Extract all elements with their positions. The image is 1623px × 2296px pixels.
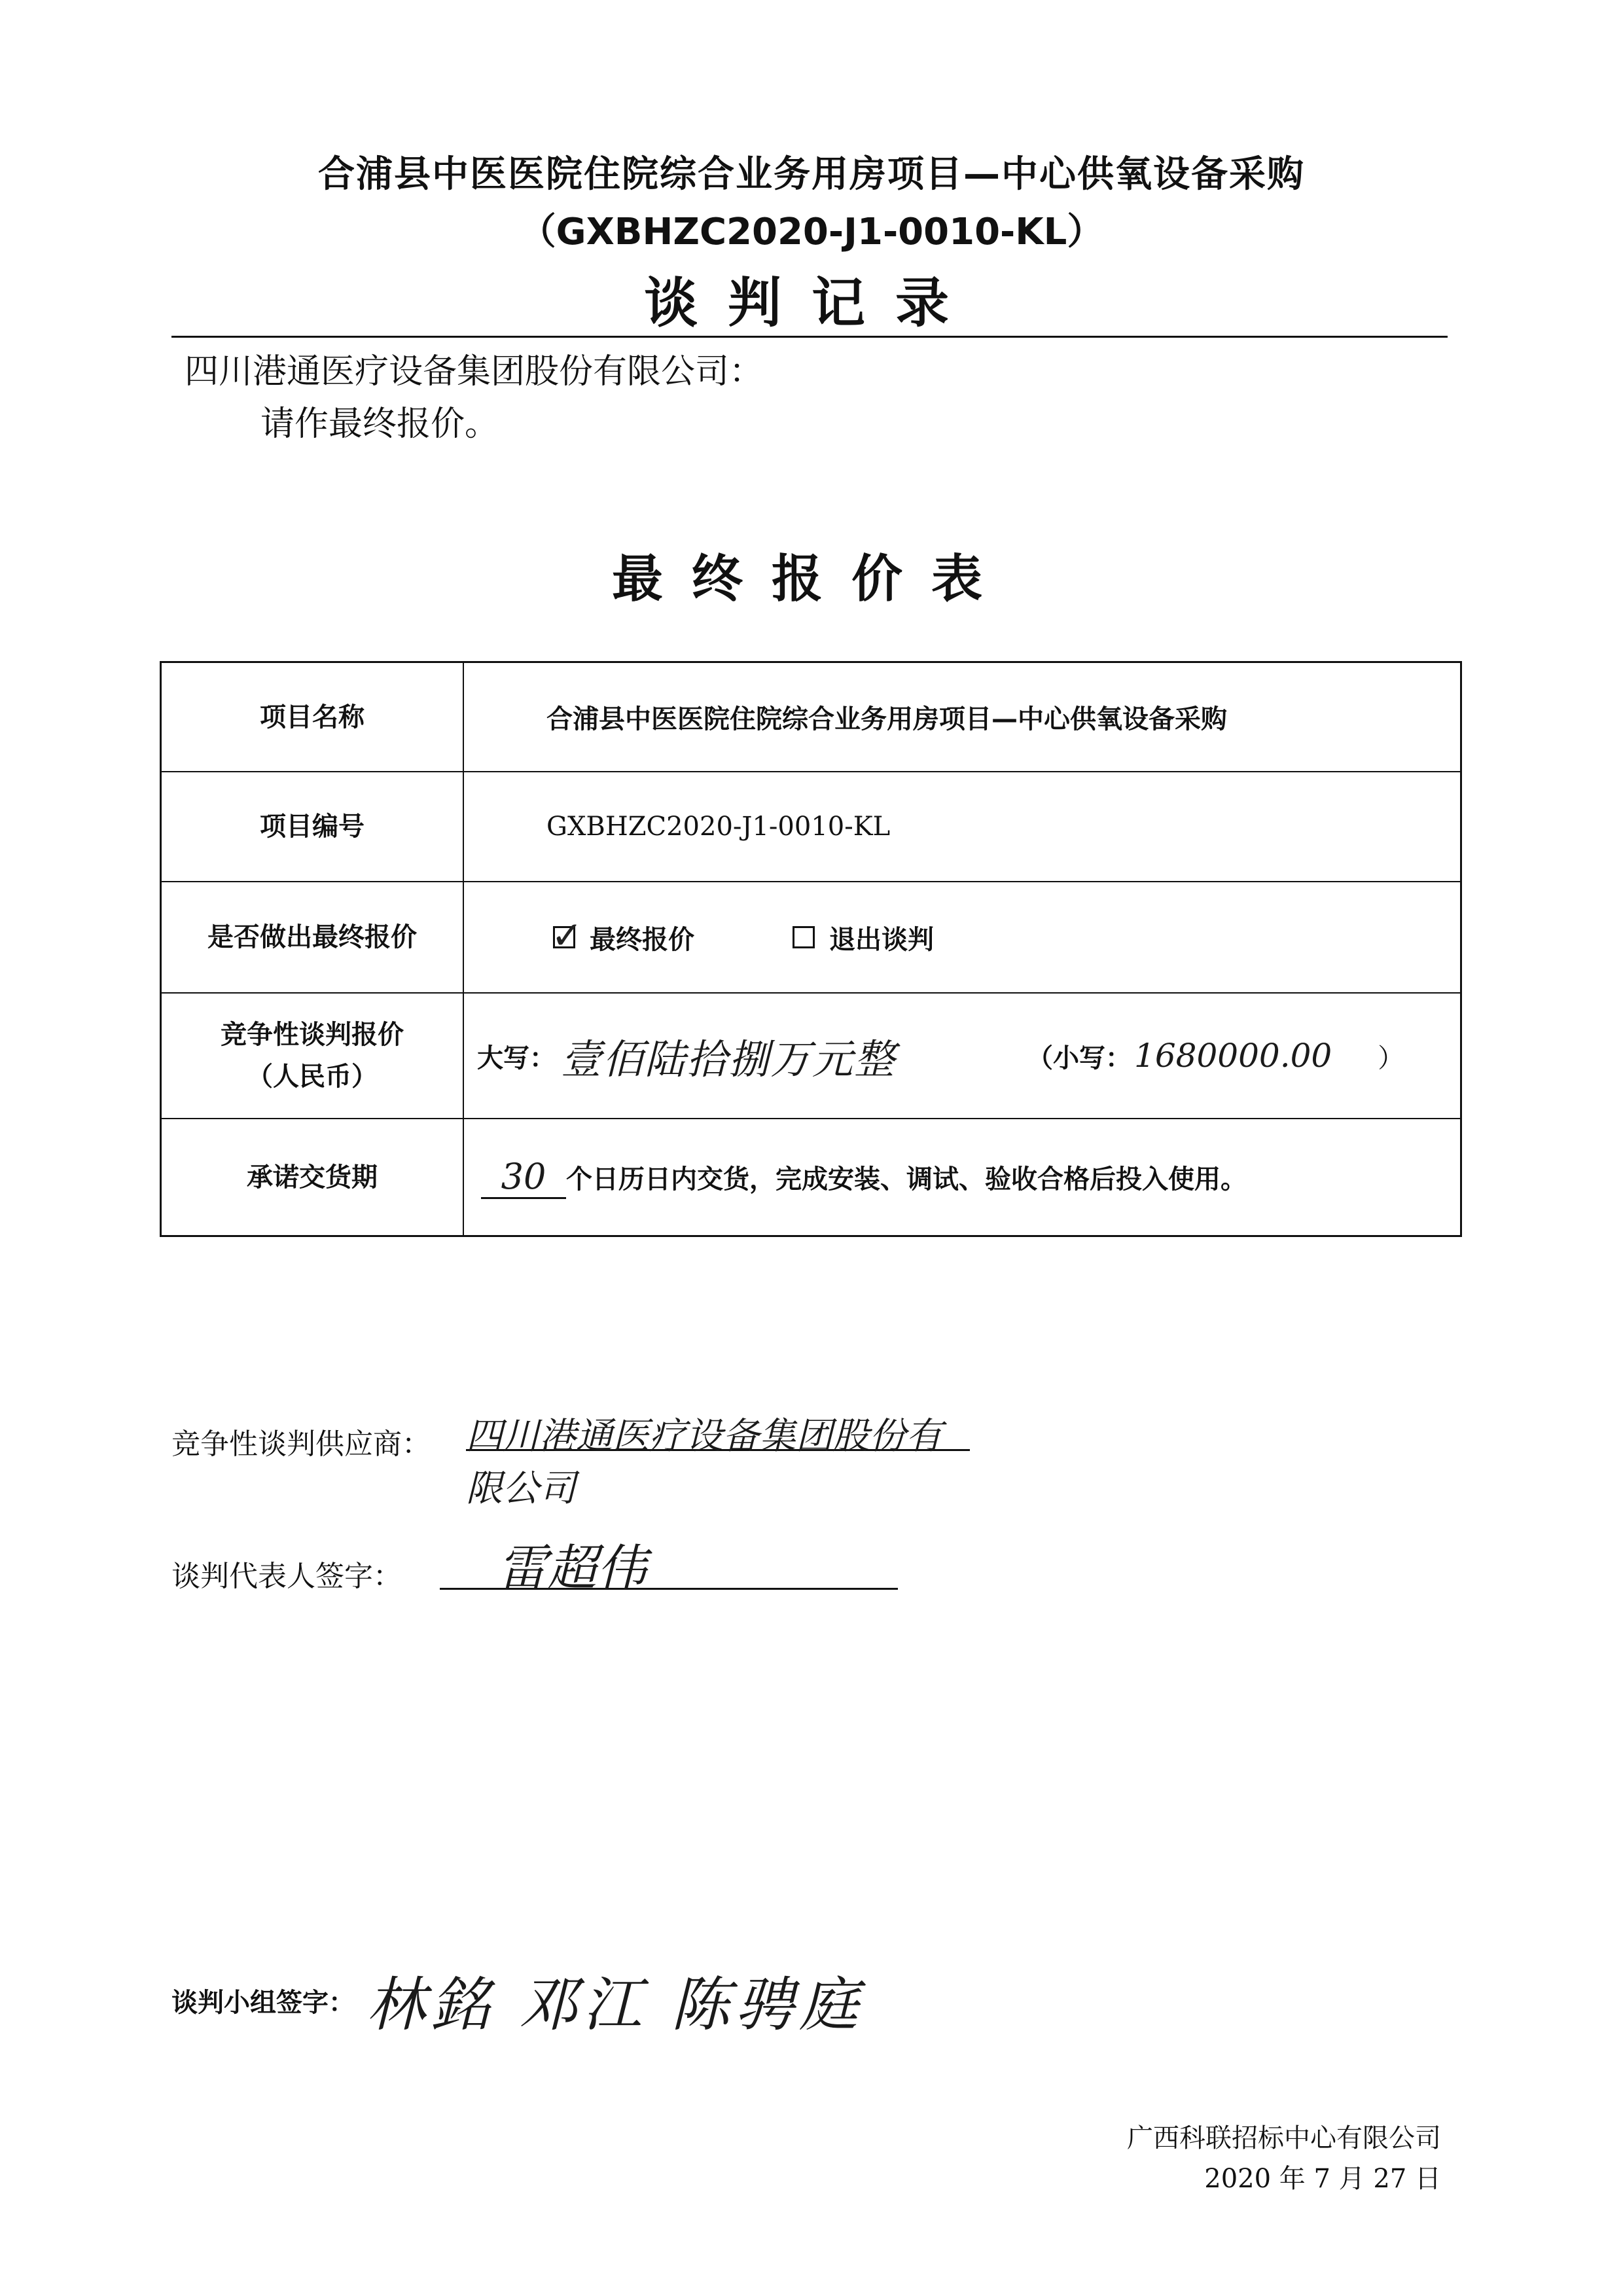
price-label: 竞争性谈判报价 （人民币） — [162, 994, 464, 1118]
representative-label: 谈判代表人签字： — [171, 1560, 402, 1593]
project-name-label: 项目名称 — [162, 663, 464, 771]
table-row-project-code — [162, 772, 1460, 882]
option-withdraw-label: 退出谈判 — [829, 924, 934, 955]
supplier-label: 竞争性谈判供应商： — [171, 1427, 431, 1461]
table-row-final-choice — [162, 882, 1460, 994]
project-title: 合浦县中医医院住院综合业务用房项目—中心供氧设备采购 — [318, 153, 1305, 196]
delivery-label: 承诺交货期 — [162, 1119, 464, 1235]
price-upper-label: 大写： — [477, 1043, 556, 1073]
delivery-value — [463, 1119, 1460, 1235]
table-row-delivery — [162, 1119, 1460, 1235]
option-withdraw[interactable] — [793, 919, 934, 956]
project-code-label: 项目编号 — [162, 772, 464, 881]
project-code-value: GXBHZC2020-J1-0010-KL — [546, 812, 891, 842]
final-choice-options — [463, 882, 1460, 992]
final-quote-checkbox[interactable] — [551, 913, 583, 958]
project-code: （GXBHZC2020-J1-0010-KL） — [519, 211, 1104, 253]
final-choice-label: 是否做出最终报价 — [162, 882, 464, 992]
table-row-price — [162, 994, 1460, 1119]
agency-name: 广西科联招标中心有限公司 — [1127, 2123, 1441, 2153]
price-lower-label: （小写： — [1027, 1043, 1132, 1073]
price-values — [463, 994, 1460, 1118]
document-title: 谈判记录 — [643, 272, 979, 334]
addressee: 四川港通医疗设备集团股份有限公司： — [185, 352, 764, 391]
option-final-quote-label: 最终报价 — [590, 924, 694, 955]
delivery-days-handwritten: 30 — [481, 1156, 566, 1199]
supplier-handwritten: 四川港通医疗设备集团股份有限公司 — [466, 1407, 970, 1451]
panel-label: 谈判小组签字： — [171, 1988, 355, 2018]
project-name-value: 合浦县中医医院住院综合业务用房项目—中心供氧设备采购 — [546, 704, 1227, 734]
delivery-text: 个日历日内交货，完成安装、调试、验收合格后投入使用。 — [566, 1164, 1247, 1194]
panel-signatures: 林銘 邓江 陈骋庭 — [366, 1971, 864, 2039]
withdraw-checkbox[interactable] — [793, 926, 815, 948]
representative-signature: 雷超伟 — [497, 1539, 647, 1597]
price-lower-handwritten: 1680000.00 — [1134, 1037, 1332, 1075]
table-title: 最终报价表 — [611, 550, 1011, 609]
option-final-quote[interactable] — [551, 913, 694, 958]
price-lower-close: ） — [1378, 1043, 1404, 1073]
request-text: 请作最终报价。 — [260, 404, 499, 444]
table-row-project-name — [162, 663, 1460, 772]
checkmark-icon: ✓ — [551, 913, 583, 958]
final-quote-table — [160, 661, 1462, 1237]
price-upper-handwritten: 壹佰陆拾捌万元整 — [561, 1035, 897, 1083]
document-date: 2020 年 7 月 27 日 — [1204, 2164, 1441, 2194]
title-divider — [171, 336, 1448, 338]
